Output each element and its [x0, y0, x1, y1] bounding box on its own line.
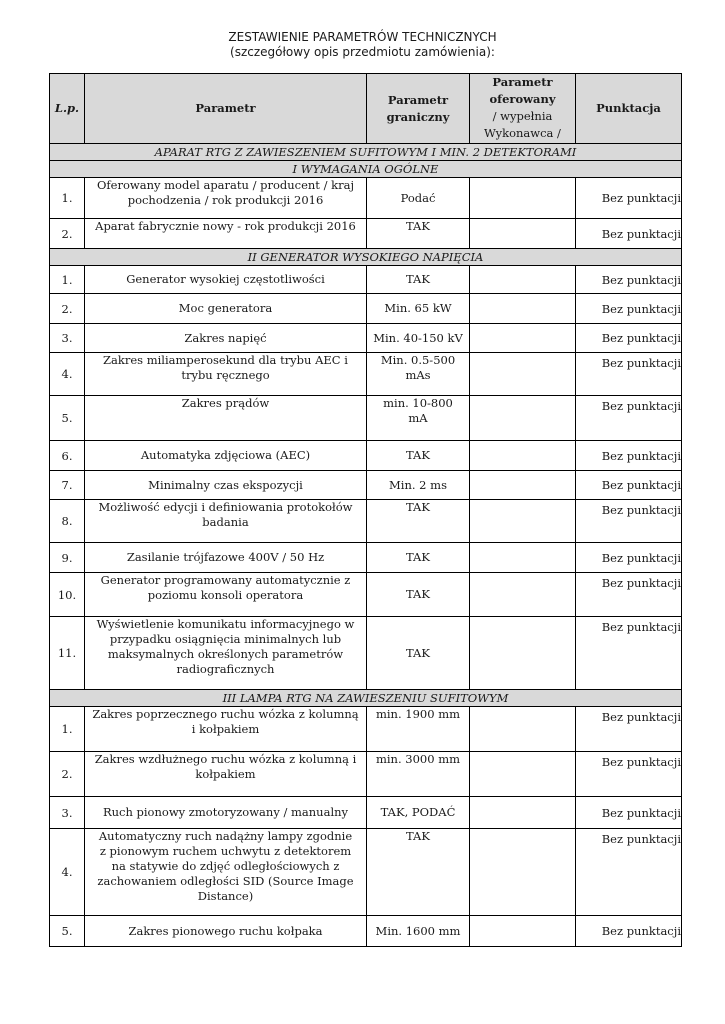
row-lp: 1.	[50, 707, 85, 752]
row-lp: 10.	[50, 573, 85, 617]
row-lp: 3.	[50, 324, 85, 353]
document-header	[0, 30, 725, 60]
table-row	[50, 324, 682, 353]
section-title: III LAMPA RTG NA ZAWIESZENIU SUFITOWYM	[50, 690, 682, 707]
row-punktacja: Bez punktacji	[576, 829, 682, 916]
document-subtitle: (szczegółowy opis przedmiotu zamówienia):	[230, 45, 495, 59]
document-title: ZESTAWIENIE PARAMETRÓW TECHNICZNYCH	[228, 30, 497, 44]
table-row	[50, 543, 682, 573]
row-graniczny: TAK	[367, 617, 470, 690]
row-parametr: Generator wysokiej częstotliwości	[85, 266, 367, 294]
header-lp: L.p.	[50, 74, 85, 144]
row-lp: 7.	[50, 471, 85, 500]
row-graniczny: TAK	[367, 573, 470, 617]
row-graniczny: TAK	[367, 500, 470, 543]
row-oferowany[interactable]	[470, 829, 576, 916]
row-oferowany[interactable]	[470, 543, 576, 573]
row-punktacja: Bez punktacji	[576, 219, 682, 249]
row-parametr: Możliwość edycji i definiowania protokołów badania	[85, 500, 367, 543]
table-row	[50, 916, 682, 947]
section-row-main	[50, 144, 682, 161]
table-row	[50, 396, 682, 441]
row-lp: 2.	[50, 294, 85, 324]
row-lp: 11.	[50, 617, 85, 690]
row-graniczny: min. 3000 mm	[367, 752, 470, 797]
section-title: I WYMAGANIA OGÓLNE	[50, 161, 682, 178]
row-parametr: Moc generatora	[85, 294, 367, 324]
row-punktacja: Bez punktacji	[576, 471, 682, 500]
section-row-3	[50, 690, 682, 707]
row-graniczny: TAK	[367, 829, 470, 916]
table-header-row	[50, 74, 682, 144]
row-oferowany[interactable]	[470, 294, 576, 324]
row-punktacja: Bez punktacji	[576, 617, 682, 690]
row-graniczny: TAK	[367, 266, 470, 294]
table-row	[50, 266, 682, 294]
row-parametr: Generator programowany automatycznie z poziomu konsoli operatora	[85, 573, 367, 617]
table-row	[50, 573, 682, 617]
row-parametr: Ruch pionowy zmotoryzowany / manualny	[85, 797, 367, 829]
row-parametr: Aparat fabrycznie nowy - rok produkcji 2016	[85, 219, 367, 249]
row-punktacja: Bez punktacji	[576, 396, 682, 441]
row-punktacja: Bez punktacji	[576, 500, 682, 543]
row-graniczny: TAK	[367, 441, 470, 471]
row-lp: 8.	[50, 500, 85, 543]
row-lp: 4.	[50, 353, 85, 396]
row-lp: 2.	[50, 752, 85, 797]
section-title: II GENERATOR WYSOKIEGO NAPIĘCIA	[50, 249, 682, 266]
row-graniczny: Min. 40-150 kV	[367, 324, 470, 353]
row-parametr: Oferowany model aparatu / producent / kraj pochodzenia / rok produkcji 2016	[85, 178, 367, 219]
row-oferowany[interactable]	[470, 916, 576, 947]
header-oferowany-note: / wypełnia Wykonawca /	[484, 109, 561, 140]
row-oferowany[interactable]	[470, 471, 576, 500]
row-parametr: Zakres pionowego ruchu kołpaka	[85, 916, 367, 947]
row-oferowany[interactable]	[470, 500, 576, 543]
row-graniczny: min. 1900 mm	[367, 707, 470, 752]
row-oferowany[interactable]	[470, 617, 576, 690]
row-graniczny: Min. 2 ms	[367, 471, 470, 500]
row-parametr: Zakres miliamperosekund dla trybu AEC i trybu ręcznego	[85, 353, 367, 396]
row-parametr: Automatyka zdjęciowa (AEC)	[85, 441, 367, 471]
row-lp: 5.	[50, 916, 85, 947]
row-lp: 1.	[50, 266, 85, 294]
row-oferowany[interactable]	[470, 219, 576, 249]
row-punktacja: Bez punktacji	[576, 266, 682, 294]
row-oferowany[interactable]	[470, 178, 576, 219]
row-oferowany[interactable]	[470, 441, 576, 471]
table-row	[50, 353, 682, 396]
row-graniczny: Min. 1600 mm	[367, 916, 470, 947]
header-oferowany-bold: Parametr oferowany	[489, 75, 556, 106]
row-parametr: Zakres napięć	[85, 324, 367, 353]
table-row	[50, 178, 682, 219]
row-parametr: Wyświetlenie komunikatu informacyjnego w przypadku osiągnięcia minimalnych lub maksymalnych określonych parametrów radiograficznych	[85, 617, 367, 690]
header-punktacja: Punktacja	[576, 74, 682, 144]
row-lp: 9.	[50, 543, 85, 573]
table-row	[50, 219, 682, 249]
row-graniczny: Podać	[367, 178, 470, 219]
section-row-1	[50, 161, 682, 178]
row-punktacja: Bez punktacji	[576, 294, 682, 324]
row-parametr: Automatyczny ruch nadążny lampy zgodnie z pionowym ruchem uchwytu z detektorem na statywie do zdjęć odległościowych z zachowaniem odległości SID (Source Image Distance)	[85, 829, 367, 916]
row-parametr: Zakres wzdłużnego ruchu wózka z kolumną i kołpakiem	[85, 752, 367, 797]
header-parametr: Parametr	[85, 74, 367, 144]
row-oferowany[interactable]	[470, 573, 576, 617]
section-row-2	[50, 249, 682, 266]
row-lp: 5.	[50, 396, 85, 441]
row-punktacja: Bez punktacji	[576, 441, 682, 471]
table-row	[50, 797, 682, 829]
row-lp: 1.	[50, 178, 85, 219]
header-oferowany	[470, 74, 576, 144]
row-oferowany[interactable]	[470, 396, 576, 441]
row-punktacja: Bez punktacji	[576, 353, 682, 396]
row-graniczny: min. 10-800 mA	[367, 396, 470, 441]
table-row	[50, 500, 682, 543]
main-title: APARAT RTG Z ZAWIESZENIEM SUFITOWYM I MIN. 2 DETEKTORAMI	[50, 144, 682, 161]
row-parametr: Zakres poprzecznego ruchu wózka z kolumną i kołpakiem	[85, 707, 367, 752]
row-punktacja: Bez punktacji	[576, 752, 682, 797]
row-lp: 4.	[50, 829, 85, 916]
row-oferowany[interactable]	[470, 707, 576, 752]
table-row	[50, 294, 682, 324]
row-graniczny: Min. 65 kW	[367, 294, 470, 324]
row-graniczny: TAK	[367, 219, 470, 249]
parameters-table	[49, 73, 682, 947]
row-oferowany[interactable]	[470, 752, 576, 797]
row-punktacja: Bez punktacji	[576, 543, 682, 573]
table-row	[50, 707, 682, 752]
row-parametr: Zasilanie trójfazowe 400V / 50 Hz	[85, 543, 367, 573]
table-row	[50, 617, 682, 690]
table-row	[50, 829, 682, 916]
row-punktacja: Bez punktacji	[576, 797, 682, 829]
row-graniczny: TAK	[367, 543, 470, 573]
row-lp: 3.	[50, 797, 85, 829]
row-punktacja: Bez punktacji	[576, 707, 682, 752]
row-oferowany[interactable]	[470, 353, 576, 396]
row-lp: 2.	[50, 219, 85, 249]
row-punktacja: Bez punktacji	[576, 178, 682, 219]
row-oferowany[interactable]	[470, 266, 576, 294]
row-oferowany[interactable]	[470, 324, 576, 353]
row-punktacja: Bez punktacji	[576, 324, 682, 353]
row-punktacja: Bez punktacji	[576, 916, 682, 947]
row-graniczny: TAK, PODAĆ	[367, 797, 470, 829]
header-graniczny: Parametr graniczny	[367, 74, 470, 144]
row-punktacja: Bez punktacji	[576, 573, 682, 617]
table-row	[50, 471, 682, 500]
row-lp: 6.	[50, 441, 85, 471]
row-graniczny: Min. 0.5-500 mAs	[367, 353, 470, 396]
table-row	[50, 441, 682, 471]
row-oferowany[interactable]	[470, 797, 576, 829]
table-row	[50, 752, 682, 797]
row-parametr: Zakres prądów	[85, 396, 367, 441]
row-parametr: Minimalny czas ekspozycji	[85, 471, 367, 500]
